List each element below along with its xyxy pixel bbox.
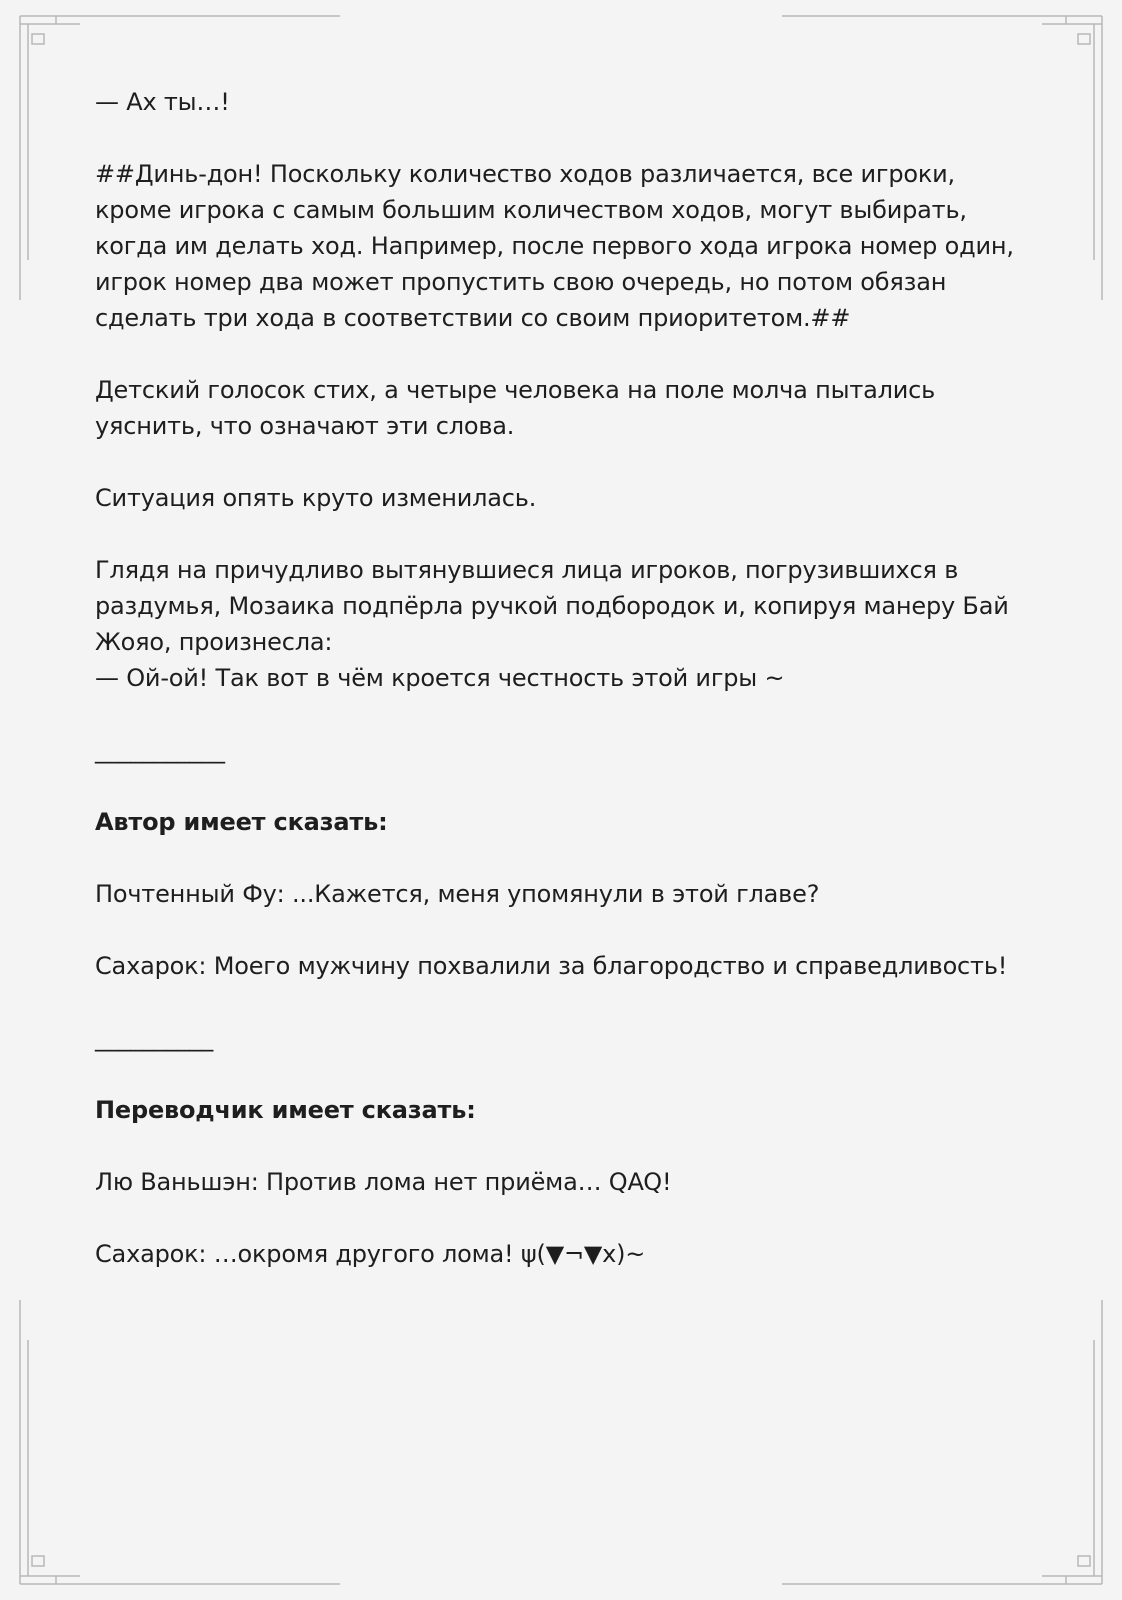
translator-note-line: Сахарок: …окромя другого лома! ψ(▼¬▼x)~	[95, 1240, 646, 1268]
author-note-line: Почтенный Фу: ...Кажется, меня упомянули в этой главе?	[95, 880, 820, 908]
paragraph: Детский голосок стих, а четыре человека на поле молча пытались уяснить, что означают эти слова.	[95, 376, 936, 440]
paragraph: — Ой-ой! Так вот в чём кроется честность этой игры ~	[95, 664, 785, 692]
paragraph: — Ах ты…!	[95, 88, 230, 116]
translator-note-line: Лю Ваньшэн: Против лома нет приёма… QAQ!	[95, 1168, 672, 1196]
translator-note-heading: Переводчик имеет сказать:	[95, 1096, 476, 1124]
paragraph: ##Динь-дон! Поскольку количество ходов различается, все игроки, кроме игрока с самым большим количеством ходов, могут выбирать, когда им делать ход. Например, после первого хода игрока номер один, игрок номер два может пропустить свою очередь, но потом обязан сделать три хода в соответствии со своим приоритетом.##	[95, 160, 1014, 332]
author-note-heading: Автор имеет сказать:	[95, 808, 388, 836]
paragraph: Глядя на причудливо вытянувшиеся лица игроков, погрузившихся в раздумья, Мозаика подпёрла ручкой подбородок и, копируя манеру Бай Жояо, произнесла:	[95, 556, 1009, 656]
chapter-text	[95, 84, 1035, 1272]
paragraph: Ситуация опять круто изменилась.	[95, 484, 537, 512]
author-note-line: Сахарок: Моего мужчину похвалили за благородство и справедливость!	[95, 952, 1008, 980]
separator-line: __________	[95, 1024, 214, 1052]
separator-line: ___________	[95, 736, 225, 764]
